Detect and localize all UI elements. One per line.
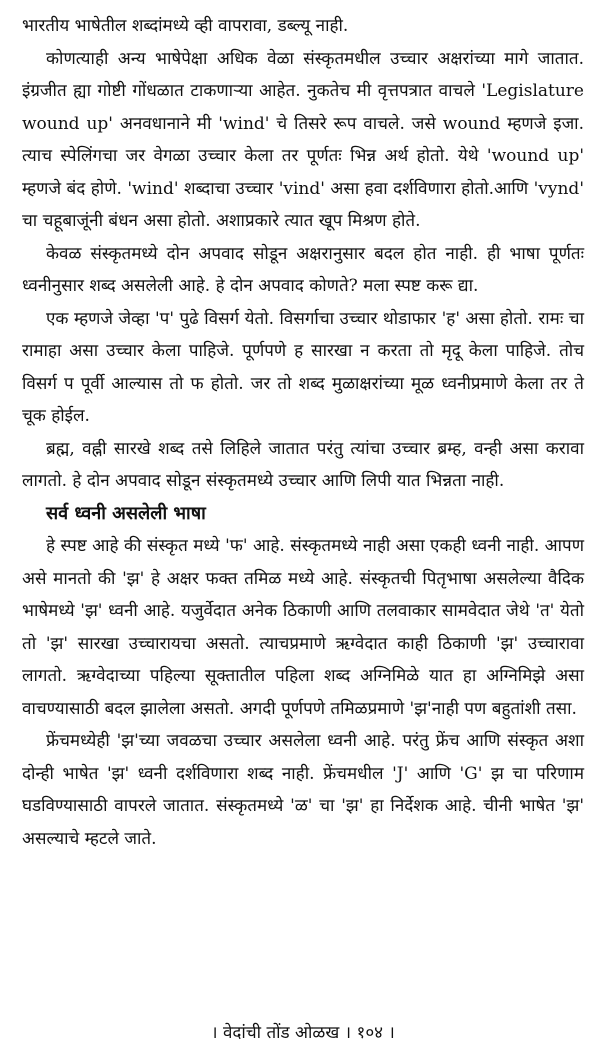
page-footer: । वेदांची तोंड ओळख । १०४ । (211, 1023, 395, 1043)
paragraph-visarga: एक म्हणजे जेव्हा 'प' पुढे विसर्ग येतो. विसर्गाचा उच्चार थोडाफार 'ह' असा होतो. रामः चा रामाहा असा उच्चार केला पाहिजे. पूर्णपणे ह सारखा न करता तो मृदू केला पाहिजे. तोच विसर्ग प पूर्वी आल्यास तो फ होतो. जर तो शब्द मुळाक्षरांच्या मूळ ध्वनीप्रमाणे केला तर ते चूक होईल. (22, 308, 584, 426)
paragraph-brahma: ब्रह्म, वह्नी सारखे शब्द तसे लिहिले जातात परंतु त्यांचा उच्चार ब्रम्ह, वन्ही असा करावा लागतो. हे दोन अपवाद सोडून संस्कृतमध्ये उच्चार आणि लिपी यात भिन्नता नाही. (22, 438, 584, 491)
document-page (22, 10, 584, 1042)
paragraph-intro: भारतीय भाषेतील शब्दांमध्ये व्ही वापरावा, डब्ल्यू नाही. (22, 16, 349, 36)
section-heading: सर्व ध्वनी असलेली भाषा (46, 502, 206, 524)
paragraph-pronunciation: कोणत्याही अन्य भाषेपेक्षा अधिक वेळा संस्कृतमधील उच्चार अक्षरांच्या मागे जातात. इंग्रजीत ह्या गोष्टी गोंधळात टाकणाऱ्या आहेत. नुकतेच मी वृत्तपत्रात वाचले 'Legislature wound up' अनवधानाने मी 'wind' चे तिसरे रूप वाचले. जसे wound म्हणजे इजा. त्याच स्पेलिंगचा जर वेगळा उच्चार केला तर पूर्णतः भिन्न अर्थ होतो. येथे 'wound up' म्हणजे बंद होणे. 'wind' शब्दाचा उच्चार 'vind' असा हवा दर्शविणारा होतो.आणि 'vynd' चा चहूबाजूंनी बंधन असा होतो. अशाप्रकारे त्यात खूप मिश्रण होते. (22, 48, 584, 231)
paragraph-french: फ्रेंचमध्येही 'झ'च्या जवळचा उच्चार असलेला ध्वनी आहे. परंतु फ्रेंच आणि संस्कृत अशा दोन्ही भाषेत 'झ' ध्वनी दर्शविणारा शब्द नाही. फ्रेंचमधील 'J' आणि 'G' झ चा परिणाम घडविण्यासाठी वापरले जातात. संस्कृतमध्ये 'ळ' चा 'झ' हा निर्देशक आहे. चीनी भाषेत 'झ' असल्याचे म्हटले जाते. (22, 731, 584, 849)
paragraph-exceptions: केवळ संस्कृतमध्ये दोन अपवाद सोडून अक्षरानुसार बदल होत नाही. ही भाषा पूर्णतः ध्वनीनुसार शब्द असलेली आहे. हे दोन अपवाद कोणते? मला स्पष्ट करू द्या. (22, 243, 584, 296)
paragraph-zha-sound: हे स्पष्ट आहे की संस्कृत मध्ये 'फ' आहे. संस्कृतमध्ये नाही असा एकही ध्वनी नाही. आपण असे मानतो की 'झ' हे अक्षर फक्त तमिळ मध्ये आहे. संस्कृतची पितृभाषा असलेल्या वैदिक भाषेमध्ये 'झ' ध्वनी आहे. यजुर्वेदात अनेक ठिकाणी आणि तलवाकार सामवेदात जेथे 'त' येतो तो 'झ' सारखा उच्चारायचा असतो. त्याचप्रमाणे ऋग्वेदात काही ठिकाणी 'झ' उच्चारावा लागतो. ऋग्वेदाच्या पहिल्या सूक्तातील पहिला शब्द अग्निमिळे यात हा अग्निमिझे असा वाचण्यासाठी बदल झालेला असतो. अगदी पूर्णपणे तमिळप्रमाणे 'झ'नाही पण बहुतांशी तसा. (22, 536, 584, 719)
